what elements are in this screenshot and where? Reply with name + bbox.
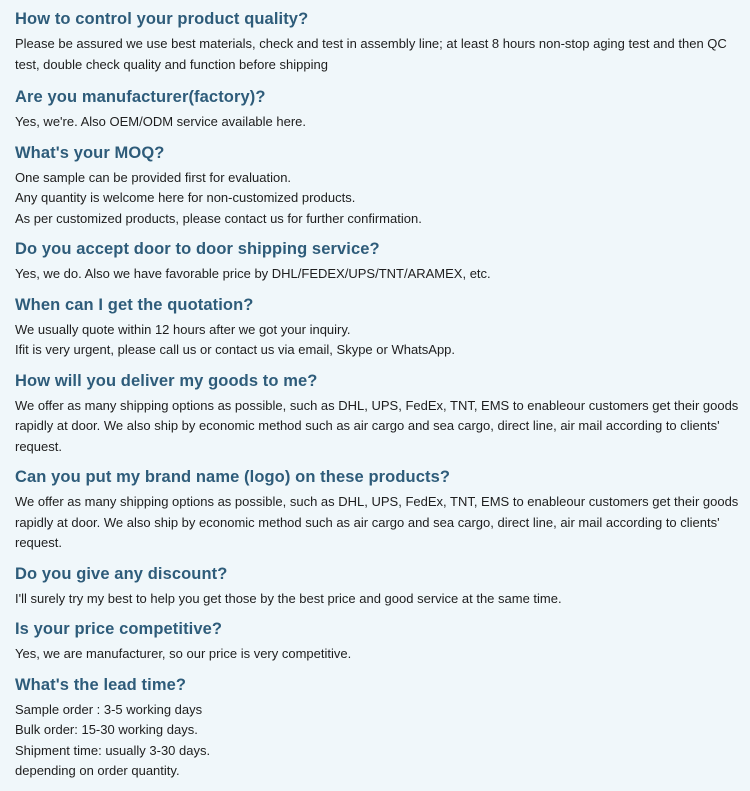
faq-answer-line: depending on order quantity. bbox=[15, 763, 180, 778]
faq-question: Do you give any discount? bbox=[15, 564, 228, 583]
faq-item-lead-time bbox=[15, 674, 740, 782]
faq-answer-line: Sample order : 3-5 working days bbox=[15, 701, 203, 717]
faq-answer-line: Yes, we are manufacturer, so our price is very competitive. bbox=[15, 646, 352, 661]
faq-answer bbox=[15, 644, 740, 665]
faq-question: What's your MOQ? bbox=[15, 143, 165, 162]
faq-answer bbox=[15, 112, 740, 133]
faq-answer-text: We offer as many shipping options as possible, such as DHL, UPS, FedEx, TNT, EMS to enableour customers get their goods rapidly at door. We also ship by economic method such as air cargo and sea cargo, direct line, air mail according to clients' request. bbox=[15, 494, 739, 550]
faq-question: How to control your product quality? bbox=[15, 10, 309, 28]
faq-answer-line: I'll surely try my best to help you get those by the best price and good service at the same time. bbox=[15, 590, 562, 606]
faq-item-quality-control bbox=[15, 8, 740, 75]
faq-answer-line: One sample can be provided first for evaluation. bbox=[15, 169, 292, 185]
faq-question: When can I get the quotation? bbox=[15, 295, 254, 314]
faq-answer bbox=[15, 168, 740, 230]
faq-question: Is your price competitive? bbox=[15, 620, 223, 638]
faq-question: Can you put my brand name (logo) on these products? bbox=[15, 468, 451, 486]
faq-answer-line: Any quantity is welcome here for non-customized products. bbox=[15, 190, 356, 205]
faq-answer-line: As per customized products, please contact us for further confirmation. bbox=[15, 210, 422, 226]
faq-question: Do you accept door to door shipping service? bbox=[15, 240, 380, 258]
faq-item-quotation bbox=[15, 294, 740, 361]
faq-answer-line: We usually quote within 12 hours after we got your inquiry. bbox=[15, 321, 351, 337]
faq-answer-line: Yes, we do. Also we have favorable price by DHL/FEDEX/UPS/TNT/ARAMEX, etc. bbox=[15, 266, 491, 281]
faq-item-moq bbox=[15, 142, 740, 230]
faq-question: What's the lead time? bbox=[15, 675, 187, 694]
faq-answer-line: Yes, we're. Also OEM/ODM service available here. bbox=[15, 114, 307, 129]
faq-answer bbox=[15, 700, 740, 782]
faq-answer-line: Ifit is very urgent, please call us or contact us via email, Skype or WhatsApp. bbox=[15, 342, 456, 357]
faq-question: Are you manufacturer(factory)? bbox=[15, 88, 266, 106]
faq-answer bbox=[15, 264, 740, 285]
faq-answer-text: Please be assured we use best materials, check and test in assembly line; at least 8 hours non-stop aging test and then QC test, double check quality and function before shipping bbox=[15, 36, 727, 72]
faq-item-brand-logo bbox=[15, 466, 740, 554]
faq-answer bbox=[15, 492, 740, 554]
faq-answer bbox=[15, 320, 740, 361]
faq-answer bbox=[15, 589, 740, 610]
faq-answer bbox=[15, 396, 740, 458]
faq-item-manufacturer bbox=[15, 86, 740, 133]
faq-question: How will you deliver my goods to me? bbox=[15, 371, 318, 390]
faq-item-price bbox=[15, 618, 740, 665]
faq-answer-line: Shipment time: usually 3-30 days. bbox=[15, 742, 211, 758]
faq-answer-line: Bulk order: 15-30 working days. bbox=[15, 722, 198, 737]
faq-item-delivery bbox=[15, 370, 740, 458]
faq-answer-text: We offer as many shipping options as possible, such as DHL, UPS, FedEx, TNT, EMS to enableour customers get their goods rapidly at door. We also ship by economic method such as air cargo and sea cargo, direct line, air mail according to clients' request. bbox=[15, 397, 739, 454]
faq-item-door-to-door-shipping bbox=[15, 238, 740, 285]
faq-answer bbox=[15, 34, 740, 75]
faq-item-discount bbox=[15, 563, 740, 610]
